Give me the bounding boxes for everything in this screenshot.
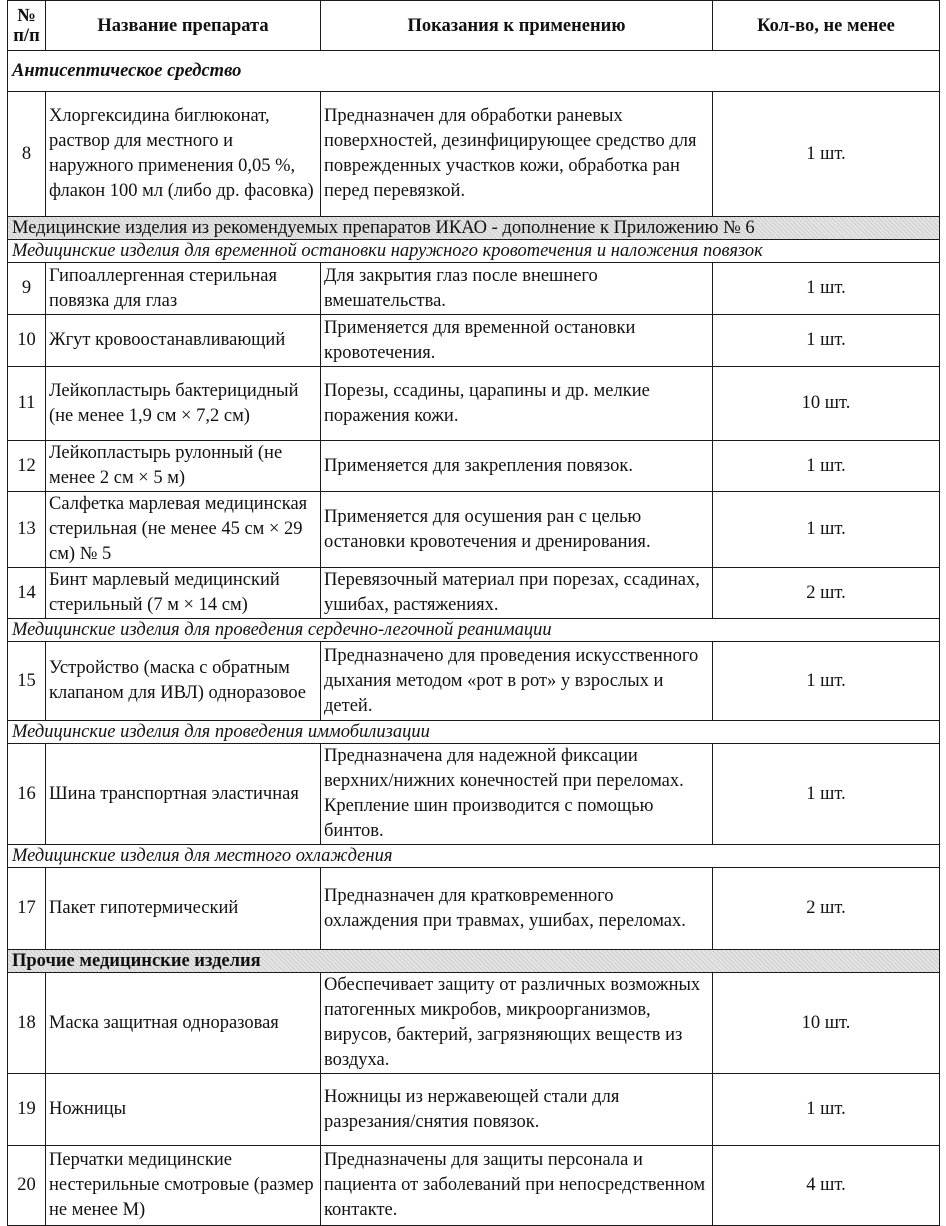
table-row (8, 92, 940, 217)
document-page (7, 0, 939, 1226)
table-row (8, 744, 940, 845)
row-indication: Ножницы из нержавеющей стали для разрезания/снятия повязок. (321, 1074, 713, 1146)
row-indication: Обеспечивает защиту от различных возможных патогенных микробов, микроорганизмов, вирусов, бактерий, загрязняющих веществ из воздуха. (321, 973, 713, 1074)
section-title: Медицинские изделия для проведения иммобилизации (8, 721, 940, 744)
row-num: 17 (8, 868, 46, 950)
section-title: Медицинские изделия из рекомендуемых препаратов ИКАО - дополнение к Приложению № 6 (8, 217, 940, 240)
table-row (8, 1074, 940, 1146)
row-name: Лейкопластырь бактерицидный (не менее 1,9 см × 7,2 см) (46, 367, 321, 441)
table-row (8, 973, 940, 1074)
row-qty: 1 шт. (713, 263, 940, 315)
row-num: 11 (8, 367, 46, 441)
row-indication: Предназначена для надежной фиксации верхних/нижних конечностей при переломах. Крепление шин производится с помощью бинтов. (321, 744, 713, 845)
row-num: 14 (8, 568, 46, 619)
section-row (8, 51, 940, 92)
row-name: Лейкопластырь рулонный (не менее 2 см × 5 м) (46, 441, 321, 492)
row-qty: 10 шт. (713, 367, 940, 441)
table-row (8, 441, 940, 492)
table-row (8, 868, 940, 950)
row-num: 10 (8, 315, 46, 367)
header-name: Название препарата (46, 1, 321, 51)
row-num: 20 (8, 1146, 46, 1226)
row-num: 18 (8, 973, 46, 1074)
row-qty: 1 шт. (713, 1074, 940, 1146)
table-row (8, 315, 940, 367)
row-num: 8 (8, 92, 46, 217)
row-qty: 1 шт. (713, 642, 940, 721)
row-name: Ножницы (46, 1074, 321, 1146)
section-row (8, 845, 940, 868)
row-name: Жгут кровоостанавливающий (46, 315, 321, 367)
medical-kit-table (7, 0, 940, 1226)
row-name: Бинт марлевый медицинский стерильный (7 м × 14 см) (46, 568, 321, 619)
row-qty: 1 шт. (713, 492, 940, 568)
section-title: Медицинские изделия для временной остановки наружного кровотечения и наложения повязок (8, 240, 940, 263)
table-header-row (8, 1, 940, 51)
section-title: Прочие медицинские изделия (8, 950, 940, 973)
row-name: Перчатки медицинские нестерильные смотровые (размер не менее М) (46, 1146, 321, 1226)
row-indication: Предназначены для защиты персонала и пациента от заболеваний при непосредственном контакте. (321, 1146, 713, 1226)
row-name: Гипоаллергенная стерильная повязка для глаз (46, 263, 321, 315)
section-row (8, 240, 940, 263)
row-indication: Применяется для закрепления повязок. (321, 441, 713, 492)
row-indication: Порезы, ссадины, царапины и др. мелкие поражения кожи. (321, 367, 713, 441)
row-qty: 10 шт. (713, 973, 940, 1074)
row-name: Хлоргексидина биглюконат, раствор для местного и наружного применения 0,05 %, флакон 100 мл (либо др. фасовка) (46, 92, 321, 217)
row-qty: 4 шт. (713, 1146, 940, 1226)
header-indication: Показания к применению (321, 1, 713, 51)
section-row (8, 619, 940, 642)
section-title: Медицинские изделия для местного охлаждения (8, 845, 940, 868)
row-qty: 2 шт. (713, 568, 940, 619)
row-num: 19 (8, 1074, 46, 1146)
row-name: Пакет гипотермический (46, 868, 321, 950)
table-row (8, 263, 940, 315)
row-qty: 1 шт. (713, 315, 940, 367)
row-indication: Применяется для осушения ран с целью остановки кровотечения и дренирования. (321, 492, 713, 568)
section-row (8, 217, 940, 240)
row-name: Устройство (маска с обратным клапаном для ИВЛ) одноразовое (46, 642, 321, 721)
row-indication: Предназначено для проведения искусственного дыхания методом «рот в рот» у взрослых и детей. (321, 642, 713, 721)
row-qty: 1 шт. (713, 441, 940, 492)
table-row (8, 642, 940, 721)
row-name: Маска защитная одноразовая (46, 973, 321, 1074)
table-row (8, 492, 940, 568)
row-qty: 2 шт. (713, 868, 940, 950)
header-qty: Кол-во, не менее (713, 1, 940, 51)
section-title: Антисептическое средство (8, 51, 940, 92)
table-row (8, 1146, 940, 1226)
section-title: Медицинские изделия для проведения сердечно-легочной реанимации (8, 619, 940, 642)
row-num: 15 (8, 642, 46, 721)
table-row (8, 568, 940, 619)
row-indication: Перевязочный материал при порезах, ссадинах, ушибах, растяжениях. (321, 568, 713, 619)
row-indication: Для закрытия глаз после внешнего вмешательства. (321, 263, 713, 315)
row-num: 16 (8, 744, 46, 845)
row-name: Шина транспортная эластичная (46, 744, 321, 845)
table-row (8, 367, 940, 441)
row-name: Салфетка марлевая медицинская стерильная (не менее 45 см × 29 см) № 5 (46, 492, 321, 568)
section-row (8, 950, 940, 973)
row-indication: Предназначен для обработки раневых поверхностей, дезинфицирующее средство для поврежденных участков кожи, обработка ран перед перевязкой. (321, 92, 713, 217)
row-indication: Предназначен для кратковременного охлаждения при травмах, ушибах, переломах. (321, 868, 713, 950)
row-indication: Применяется для временной остановки кровотечения. (321, 315, 713, 367)
header-num: № п/п (8, 1, 46, 51)
row-num: 9 (8, 263, 46, 315)
section-row (8, 721, 940, 744)
row-qty: 1 шт. (713, 92, 940, 217)
row-num: 12 (8, 441, 46, 492)
row-num: 13 (8, 492, 46, 568)
row-qty: 1 шт. (713, 744, 940, 845)
